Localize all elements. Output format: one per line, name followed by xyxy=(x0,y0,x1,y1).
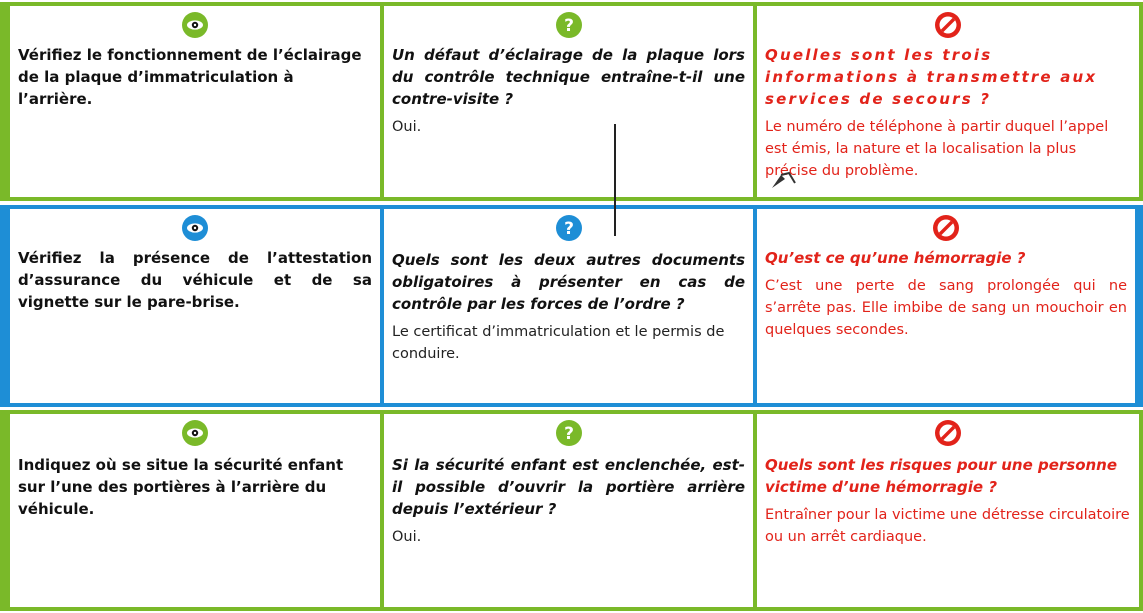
question-cell xyxy=(384,209,757,403)
observe-cell xyxy=(10,6,384,197)
card-row-3 xyxy=(0,410,1143,611)
observe-cell xyxy=(10,209,384,403)
first-aid-question: Quels sont les risques pour une personne victime d’une hémorragie ? xyxy=(765,456,1118,496)
first-aid-answer: C’est une perte de sang prolongée qui ne s’arrête pas. Elle imbibe de sang un mouchoir en quelques secondes. xyxy=(765,278,1127,338)
first-aid-answer: Le numéro de téléphone à partir duquel l’appel est émis, la nature et la localisation la plus précise du problème. xyxy=(765,119,1109,179)
first-aid-answer: Entraîner pour la victime une détresse circulatoire ou un arrêt cardiaque. xyxy=(765,507,1130,545)
question-icon xyxy=(556,420,582,446)
question-cell xyxy=(384,414,757,607)
first-aid-cell xyxy=(757,6,1139,197)
first-aid-cell xyxy=(757,414,1139,607)
question-text: Quels sont les deux autres documents obligatoires à présenter en cas de contrôle par les forces de l’ordre ? xyxy=(392,251,745,313)
observe-text: Vérifiez la présence de l’attestation d’assurance du véhicule et de sa vignette sur le pare-brise. xyxy=(18,249,372,311)
eye-icon xyxy=(182,215,208,241)
eye-icon xyxy=(182,12,208,38)
svg-text:?: ? xyxy=(563,219,574,239)
observe-cell xyxy=(10,414,384,607)
question-answer: Oui. xyxy=(392,529,422,545)
first-aid-cell xyxy=(757,209,1135,403)
pen-mark-icon xyxy=(769,169,799,191)
card-row-1 xyxy=(0,2,1143,201)
observe-text: Indiquez où se situe la sécurité enfant sur l’une des portières à l’arrière du véhicule. xyxy=(18,456,344,518)
question-cell xyxy=(384,6,757,197)
no-entry-icon xyxy=(933,215,959,241)
no-entry-icon xyxy=(935,420,961,446)
card-row-2 xyxy=(0,205,1143,407)
pen-stroke xyxy=(614,124,616,236)
question-text: Un défaut d’éclairage de la plaque lors du contrôle technique entraîne-t-il une contre-visite ? xyxy=(392,46,745,108)
question-text: Si la sécurité enfant est enclenchée, est-il possible d’ouvrir la portière arrière depuis l’extérieur ? xyxy=(392,456,745,518)
question-icon xyxy=(556,12,582,38)
svg-text:?: ? xyxy=(563,424,574,444)
eye-icon xyxy=(182,420,208,446)
question-answer: Le certificat d’immatriculation et le permis de conduire. xyxy=(392,324,725,362)
first-aid-question: Quelles sont les trois informations à transmettre aux services de secours ? xyxy=(765,46,1098,108)
observe-text: Vérifiez le fonctionnement de l’éclairage de la plaque d’immatriculation à l’arrière. xyxy=(18,46,362,108)
question-answer: Oui. xyxy=(392,119,422,135)
svg-text:?: ? xyxy=(563,16,574,36)
question-icon xyxy=(556,215,582,241)
first-aid-question: Qu’est ce qu’une hémorragie ? xyxy=(765,249,1026,267)
no-entry-icon xyxy=(935,12,961,38)
